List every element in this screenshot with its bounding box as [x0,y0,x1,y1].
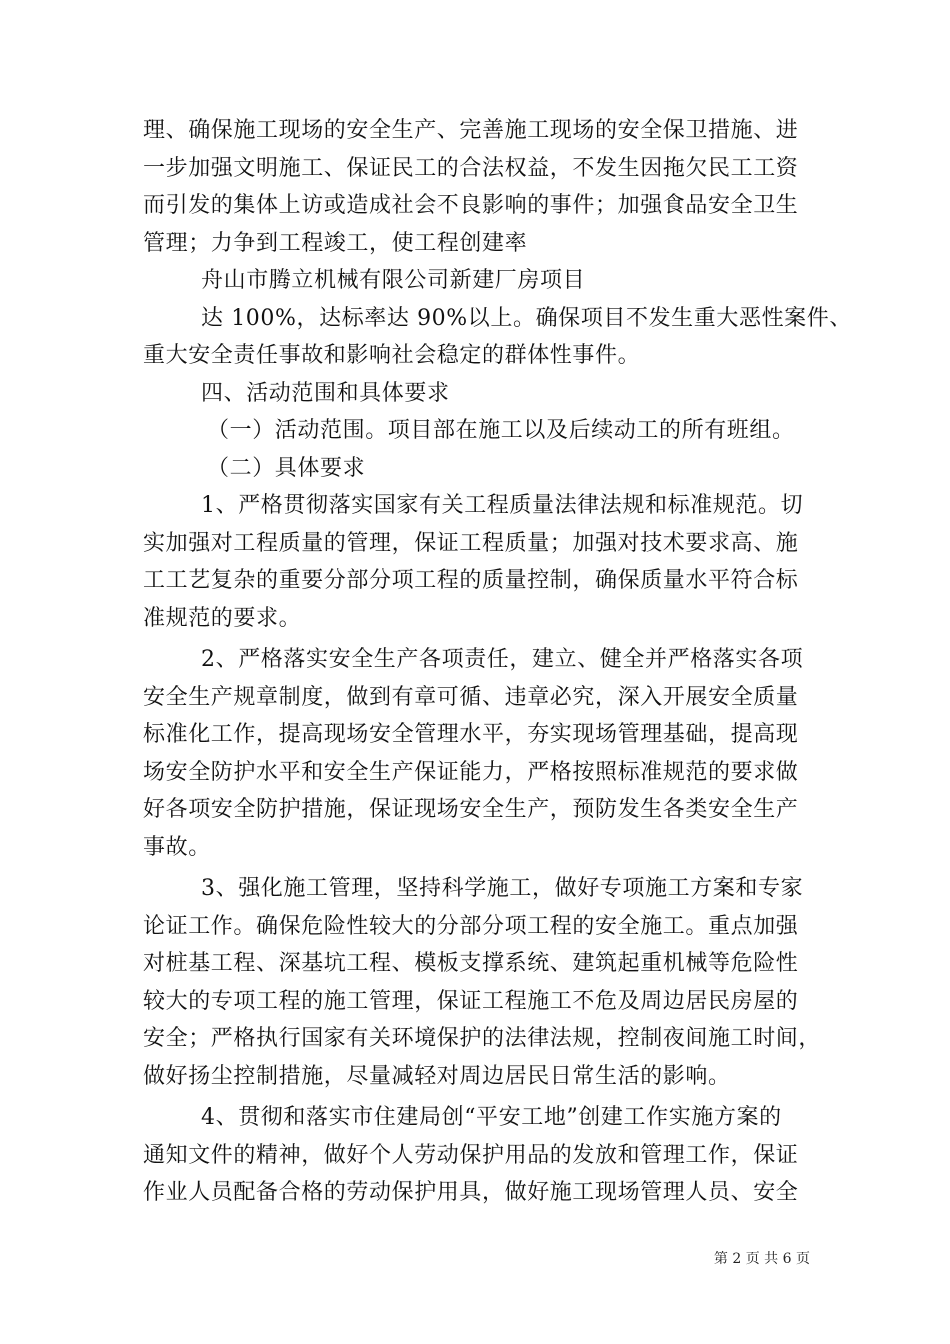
paragraph-line: 理、确保施工现场的安全生产、完善施工现场的安全保卫措施、进 [143,118,799,143]
paragraph-line: 做好扬尘控制措施，尽量减轻对周边居民日常生活的影响。 [143,1063,731,1089]
paragraph-line: 1、严格贯彻落实国家有关工程质量法律法规和标准规范。切 [201,493,804,518]
paragraph-line: 一步加强文明施工、保证民工的合法权益，不发生因拖欠民工工资 [143,155,799,181]
paragraph-line: 好各项安全防护措施，保证现场安全生产，预防发生各类安全生产 [143,797,799,822]
paragraph-line: 准规范的要求。 [143,605,302,631]
paragraph-line: 实加强对工程质量的管理，保证工程质量；加强对技术要求高、施 [143,530,799,556]
project-name-line: 舟山市腾立机械有限公司新建厂房项目 [201,268,586,293]
page-number: 第 2 页 共 6 页 [713,1251,810,1267]
paragraph-line: 较大的专项工程的施工管理，保证工程施工不危及周边居民房屋的 [143,988,799,1014]
subsection-heading: （二）具体要求 [207,455,366,481]
paragraph-line: 重大安全责任事故和影响社会稳定的群体性事件。 [143,343,641,368]
paragraph-line: 2、严格落实安全生产各项责任，建立、健全并严格落实各项 [201,647,804,672]
paragraph-line: 安全生产规章制度，做到有章可循、违章必究，深入开展安全质量 [143,684,799,710]
subsection-heading: （一）活动范围。项目部在施工以及后续动工的所有班组。 [207,418,795,443]
paragraph-line: 工工艺复杂的重要分部分项工程的质量控制，确保质量水平符合标 [143,568,799,593]
paragraph-line: 作业人员配备合格的劳动保护用具，做好施工现场管理人员、安全 [143,1180,799,1205]
paragraph-line: 而引发的集体上访或造成社会不良影响的事件；加强食品安全卫生 [143,193,799,218]
paragraph-line: 安全；严格执行国家有关环境保护的法律法规，控制夜间施工时间， [143,1026,822,1051]
section-heading: 四、活动范围和具体要求 [201,380,450,406]
paragraph-line: 达 100%，达标率达 90%以上。确保项目不发生重大恶性案件、 [201,305,852,331]
paragraph-line: 通知文件的精神，做好个人劳动保护用品的发放和管理工作，保证 [143,1142,799,1168]
paragraph-line: 管理；力争到工程竣工，使工程创建率 [143,230,528,256]
paragraph-line: 论证工作。确保危险性较大的分部分项工程的安全施工。重点加强 [143,913,799,939]
paragraph-line: 对桩基工程、深基坑工程、模板支撑系统、建筑起重机械等危险性 [143,951,799,976]
paragraph-line: 事故。 [143,834,211,860]
paragraph-line: 4、贯彻和落实市住建局创“平安工地”创建工作实施方案的 [201,1105,782,1130]
paragraph-line: 场安全防护水平和安全生产保证能力，严格按照标准规范的要求做 [143,759,799,785]
paragraph-line: 标准化工作，提高现场安全管理水平，夯实现场管理基础，提高现 [143,722,799,747]
document-body [143,112,852,1212]
paragraph-line: 3、强化施工管理，坚持科学施工，做好专项施工方案和专家 [201,876,804,901]
